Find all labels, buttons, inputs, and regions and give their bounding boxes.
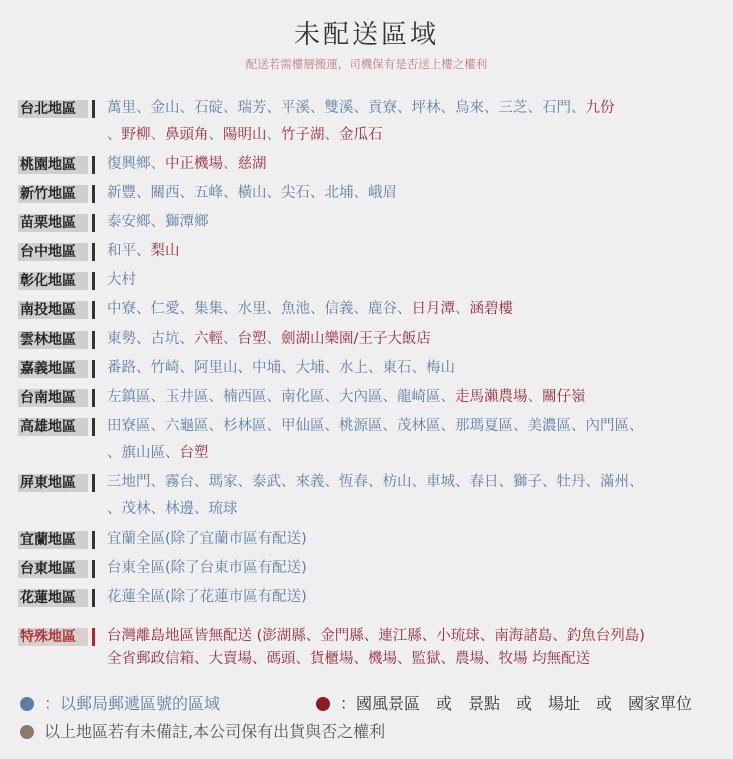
place-name: 茂林區 — [397, 418, 441, 434]
place-name: 獅子 — [513, 474, 542, 490]
region-row — [18, 326, 730, 353]
place-name: 竹子湖 — [281, 127, 325, 143]
place-name: 雙溪 — [324, 100, 354, 116]
place-name: 古坑 — [150, 331, 180, 347]
place-name: 桃源區 — [339, 418, 383, 434]
place-name: 東勢 — [107, 331, 136, 347]
region-line: 復興鄉、中正機場、慈湖 — [107, 156, 267, 172]
place-name: 內門區 — [585, 418, 629, 434]
region-line: 田寮區、六龜區、杉林區、甲仙區、桃源區、茂林區、那瑪夏區、美濃區、內門區、 — [107, 418, 644, 434]
place-name: 三地門 — [107, 474, 151, 490]
place-name: 甲仙區 — [281, 418, 325, 434]
region-label: 花蓮地區 — [18, 589, 88, 607]
place-name: 大村 — [107, 272, 136, 288]
place-name: 恆春 — [339, 474, 368, 490]
place-name: 魚池 — [281, 301, 310, 317]
region-line: 中寮、仁愛、集集、水里、魚池、信義、鹿谷、日月潭、涵碧樓 — [107, 301, 513, 317]
region-bar — [92, 589, 95, 607]
legend-row-3 — [20, 722, 385, 742]
region-special — [18, 623, 730, 671]
place-name: 瑪家 — [208, 474, 238, 490]
place-name: 杉林區 — [223, 418, 267, 434]
place-name: 左鎮區 — [107, 389, 151, 405]
legend-blue-text: ：以郵局郵遞區號的區域 — [44, 694, 221, 713]
region-bar — [92, 156, 95, 174]
place-name: 陽明山 — [223, 127, 267, 143]
special-line-1: 台灣離島地區皆無配送 (澎湖縣、金門縣、連江縣、小琉球、南海諸島、釣魚台列島) — [107, 628, 645, 644]
place-name: 平溪 — [281, 100, 310, 116]
region-label: 台南地區 — [18, 389, 88, 407]
special-line-2: 全省郵政信箱、大賣場、碼頭、貨櫃場、機場、監獄、農場、牧場 均無配送 — [107, 651, 591, 667]
region-line: 、旗山區、台塑 — [107, 445, 209, 461]
place-name: 牡丹 — [556, 474, 586, 490]
place-name: 番路 — [107, 360, 136, 376]
place-name: 北埔 — [324, 185, 354, 201]
region-line — [107, 555, 730, 582]
place-name: 鼻頭角 — [165, 127, 209, 143]
place-name: 大內區 — [339, 389, 383, 405]
region-bar — [92, 474, 95, 492]
place-name: 和平 — [107, 243, 136, 259]
place-name: 竹崎 — [150, 360, 180, 376]
legend-row-1 — [20, 694, 220, 714]
place-name: 石碇 — [194, 100, 223, 116]
place-name: 來義 — [295, 474, 325, 490]
place-name: 台塑 — [179, 445, 209, 461]
place-name: 玉井區 — [165, 389, 209, 405]
region-row — [18, 209, 730, 236]
region-row — [18, 95, 730, 149]
place-name: 烏來 — [455, 100, 484, 116]
region-label: 台中地區 — [18, 243, 88, 261]
place-name: 關西 — [150, 185, 180, 201]
region-row — [18, 238, 730, 265]
place-name: 峨眉 — [368, 185, 397, 201]
blue-dot-icon — [20, 697, 34, 711]
region-label: 台東地區 — [18, 560, 88, 578]
place-name: 楠西區 — [223, 389, 267, 405]
region-line — [107, 267, 730, 294]
place-name: 美濃區 — [527, 418, 571, 434]
place-name: 梅山 — [426, 360, 455, 376]
region-line — [107, 584, 730, 611]
legend-red-text: ：國風景區 或 景點 或 場址 或 國家單位 — [340, 694, 693, 713]
region-label: 宜蘭地區 — [18, 531, 88, 549]
place-name: 中寮 — [107, 301, 136, 317]
place-name: 台東全區(除了台東市區有配送) — [107, 560, 307, 576]
region-row — [18, 526, 730, 553]
place-name: 枋山 — [382, 474, 412, 490]
place-name: 琉球 — [208, 501, 238, 517]
place-name: 大埔 — [295, 360, 325, 376]
place-name: 野柳 — [121, 127, 151, 143]
region-label: 高雄地區 — [18, 418, 88, 436]
region-row — [18, 267, 730, 294]
place-name: 龍崎區 — [397, 389, 441, 405]
place-name: 六輕 — [194, 331, 223, 347]
region-bar — [92, 531, 95, 549]
place-name: 石門 — [542, 100, 571, 116]
place-name: 關仔嶺 — [542, 389, 586, 405]
place-name: 瑞芳 — [237, 100, 267, 116]
place-name: 三芝 — [498, 100, 528, 116]
region-bar — [92, 185, 95, 203]
region-label: 嘉義地區 — [18, 360, 88, 378]
region-bar — [92, 418, 95, 436]
region-label: 苗栗地區 — [18, 214, 88, 232]
legend-row-2 — [316, 694, 692, 714]
region-label: 特殊地區 — [18, 628, 88, 646]
place-name: 日月潭 — [411, 301, 455, 317]
place-name: 信義 — [324, 301, 354, 317]
brown-dot-icon — [20, 725, 34, 739]
place-name: 貢寮 — [368, 100, 397, 116]
region-row — [18, 584, 730, 611]
place-name: 尖石 — [281, 185, 310, 201]
region-label: 新竹地區 — [18, 185, 88, 203]
region-bar — [92, 389, 95, 407]
place-name: 劍湖山樂園/王子大飯店 — [281, 331, 431, 347]
place-name: 獅潭鄉 — [165, 214, 209, 230]
place-name: 六龜區 — [165, 418, 209, 434]
place-name: 春日 — [469, 474, 499, 490]
place-name: 中正機場 — [165, 156, 223, 172]
page-title: 未配送區域 — [293, 20, 439, 50]
region-bar — [92, 243, 95, 261]
red-dot-icon — [316, 697, 330, 711]
region-line: 泰安鄉、獅潭鄉 — [107, 214, 209, 230]
region-bar — [92, 560, 95, 578]
place-name: 滿州 — [600, 474, 629, 490]
place-name: 中埔 — [252, 360, 281, 376]
place-name: 旗山區 — [121, 445, 165, 461]
region-label: 桃園地區 — [18, 156, 88, 174]
place-name: 台塑 — [237, 331, 267, 347]
region-row — [18, 180, 730, 207]
region-line: 東勢、古坑、六輕、台塑、劍湖山樂園/王子大飯店 — [107, 331, 431, 347]
place-name: 東石 — [382, 360, 412, 376]
place-name: 霧台 — [165, 474, 194, 490]
place-name: 仁愛 — [150, 301, 180, 317]
place-name: 水里 — [237, 301, 267, 317]
place-name: 九份 — [585, 100, 615, 116]
place-name: 水上 — [339, 360, 368, 376]
place-name: 新豐 — [107, 185, 136, 201]
region-line: 、茂林、林邊、琉球 — [107, 501, 238, 517]
place-name: 慈湖 — [237, 156, 267, 172]
place-name: 金山 — [150, 100, 180, 116]
region-row — [18, 296, 730, 323]
place-name: 茂林 — [121, 501, 151, 517]
place-name: 泰安鄉 — [107, 214, 151, 230]
region-label: 雲林地區 — [18, 331, 88, 349]
place-name: 走馬瀨農場 — [455, 389, 528, 405]
region-row — [18, 413, 730, 467]
region-line — [107, 526, 730, 553]
region-bar — [92, 272, 95, 290]
region-row — [18, 384, 730, 411]
region-label: 屏東地區 — [18, 474, 88, 492]
place-name: 萬里 — [107, 100, 136, 116]
place-name: 車城 — [426, 474, 455, 490]
place-name: 梨山 — [150, 243, 180, 259]
region-row — [18, 355, 730, 382]
region-bar — [92, 100, 95, 118]
region-line: 萬里、金山、石碇、瑞芳、平溪、雙溪、貢寮、坪林、烏來、三芝、石門、九份 — [107, 100, 615, 116]
place-name: 坪林 — [411, 100, 441, 116]
region-line: 三地門、霧台、瑪家、泰武、來義、恆春、枋山、車城、春日、獅子、牡丹、滿州、 — [107, 474, 644, 490]
region-line: 和平、梨山 — [107, 243, 180, 259]
region-line: 、野柳、鼻頭角、陽明山、竹子湖、金瓜石 — [107, 127, 383, 143]
place-name: 南化區 — [281, 389, 325, 405]
region-line: 左鎮區、玉井區、楠西區、南化區、大內區、龍崎區、走馬瀨農場、關仔嶺 — [107, 389, 586, 405]
region-line: 新豐、關西、五峰、橫山、尖石、北埔、峨眉 — [107, 185, 397, 201]
region-bar — [92, 301, 95, 319]
place-name: 林邊 — [165, 501, 194, 517]
region-bar — [92, 360, 95, 378]
place-name: 金瓜石 — [339, 127, 383, 143]
place-name: 橫山 — [237, 185, 267, 201]
region-row — [18, 151, 730, 178]
legend-brown-text: 以上地區若有未備註,本公司保有出貨與否之權利 — [44, 722, 386, 741]
place-name: 鹿谷 — [368, 301, 397, 317]
place-name: 泰武 — [252, 474, 281, 490]
place-name: 集集 — [194, 301, 223, 317]
page-subtitle: 配送若需樓層搬運，司機保有是否送上樓之權利 — [245, 57, 488, 71]
region-bar — [92, 331, 95, 349]
place-name: 五峰 — [194, 185, 223, 201]
place-name: 田寮區 — [107, 418, 151, 434]
region-row — [18, 555, 730, 582]
place-name: 宜蘭全區(除了宜蘭市區有配送) — [107, 531, 307, 547]
place-name: 涵碧樓 — [469, 301, 513, 317]
region-label: 南投地區 — [18, 301, 88, 319]
region-bar — [92, 214, 95, 232]
place-name: 阿里山 — [194, 360, 238, 376]
region-line: 番路、竹崎、阿里山、中埔、大埔、水上、東石、梅山 — [107, 360, 455, 376]
place-name: 那瑪夏區 — [455, 418, 513, 434]
region-row — [18, 469, 730, 523]
region-bar — [92, 628, 95, 646]
place-name: 花蓮全區(除了花蓮市區有配送) — [107, 589, 307, 605]
region-label: 彰化地區 — [18, 272, 88, 290]
place-name: 復興鄉 — [107, 156, 151, 172]
region-label: 台北地區 — [18, 100, 88, 118]
